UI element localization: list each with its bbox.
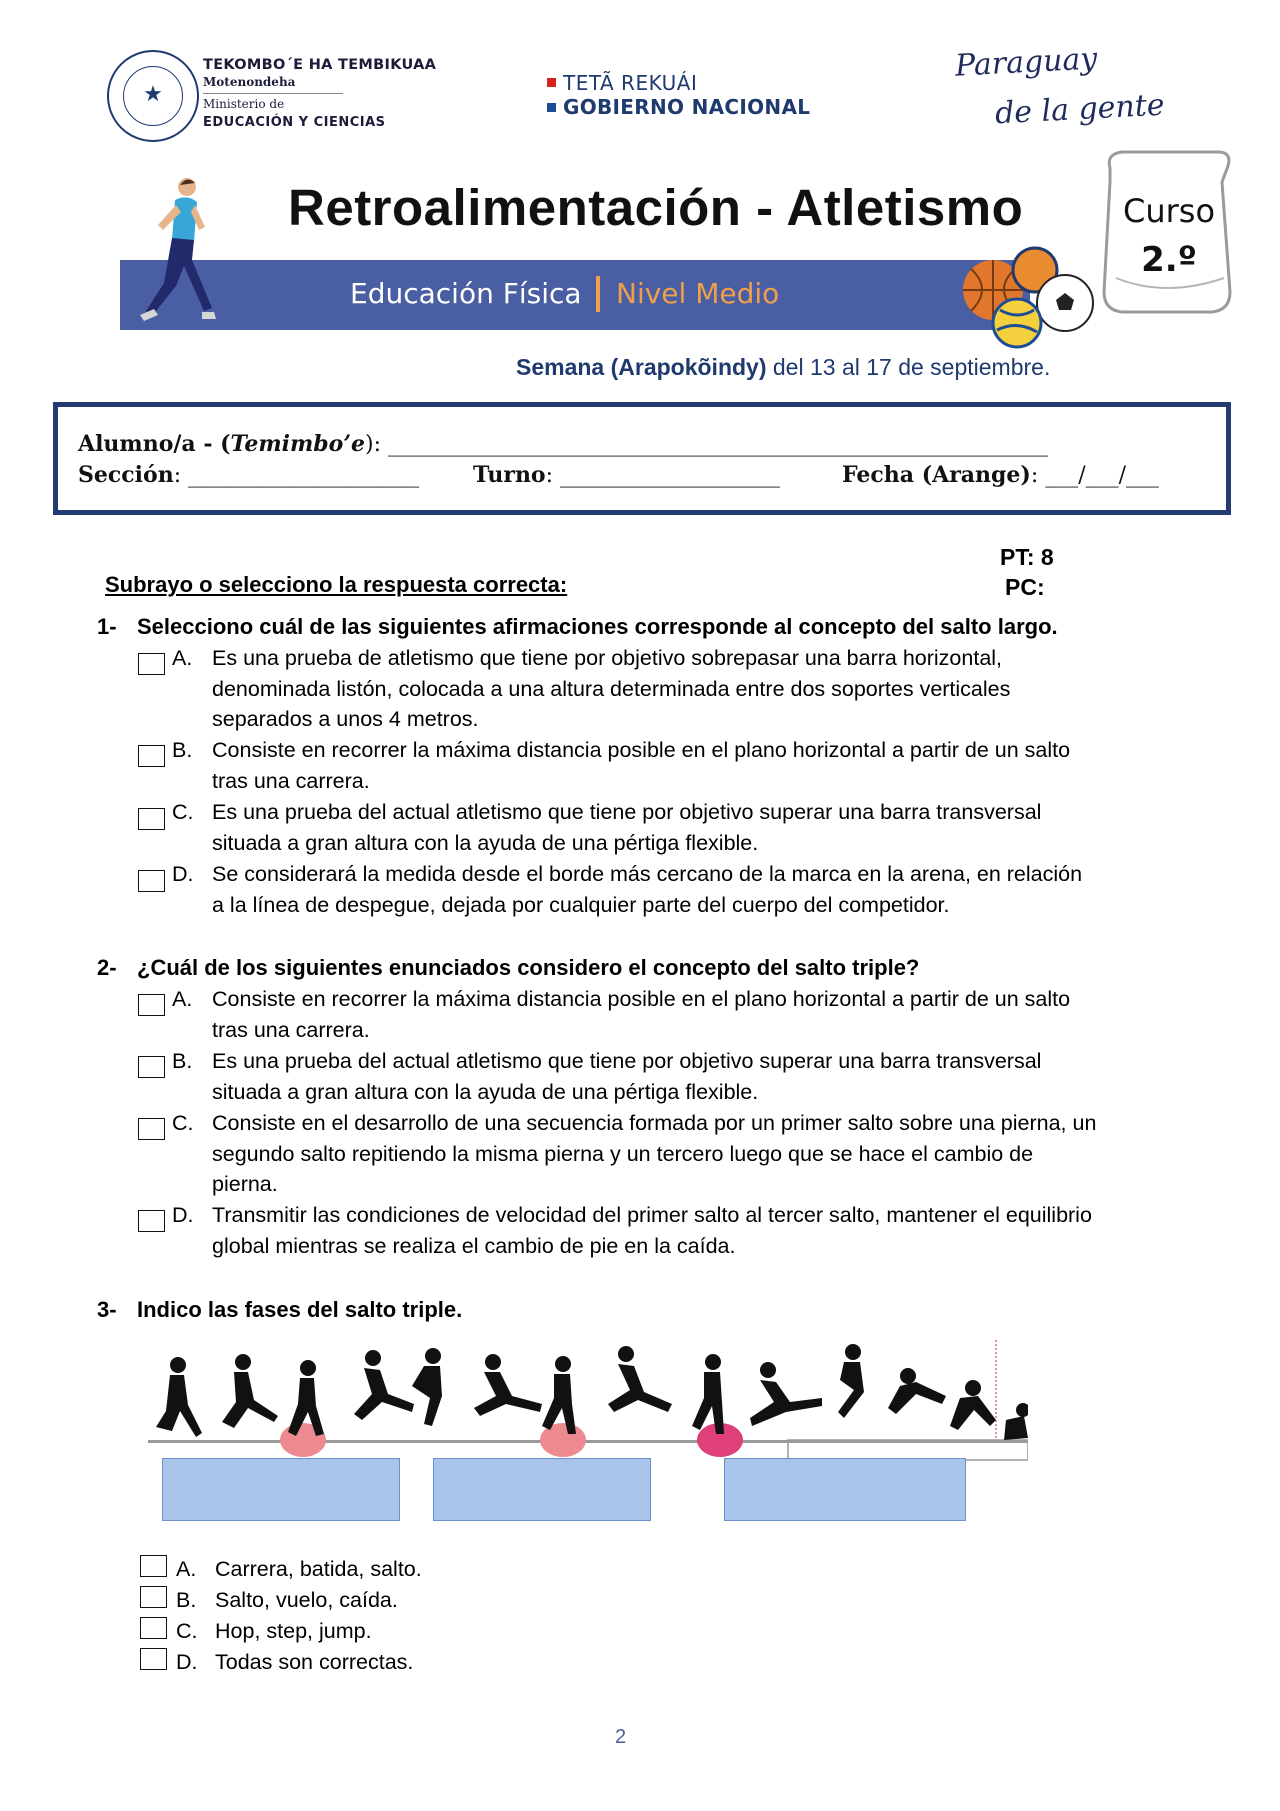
q3-option-c-checkbox[interactable] bbox=[140, 1617, 167, 1639]
shift-field[interactable] bbox=[473, 462, 780, 488]
q1-option-d-line: Se considerará la medida desde el borde más cercano de la marca en la arena, en relación bbox=[212, 862, 1083, 886]
q2-option-b bbox=[212, 1046, 1041, 1107]
q1-option-a bbox=[212, 643, 1010, 735]
q2-option-c-checkbox[interactable] bbox=[138, 1118, 165, 1140]
q1-option-c-checkbox[interactable] bbox=[138, 808, 165, 830]
q2-option-a-letter: A. bbox=[172, 987, 193, 1011]
slogan-line-1: Paraguay bbox=[954, 41, 1099, 84]
student-name-label-guarani: Temimbo’e bbox=[230, 431, 366, 457]
q1-option-c-line: situada a gran altura con la ayuda de una pértiga flexible. bbox=[212, 830, 759, 855]
q1-option-a-line: denominada listón, colocada a una altura determinada entre dos soportes verticales bbox=[212, 676, 1011, 701]
q2-option-b-line: situada a gran altura con la ayuda de una pértiga flexible. bbox=[212, 1079, 759, 1104]
q1-option-a-checkbox[interactable] bbox=[138, 653, 165, 675]
q3-option-b: Salto, vuelo, caída. bbox=[215, 1588, 398, 1612]
q3-number: 3- bbox=[97, 1297, 117, 1322]
student-info-box bbox=[53, 402, 1231, 515]
page-number: 2 bbox=[615, 1726, 627, 1748]
q2-text: ¿Cuál de los siguientes enunciados considero el concepto del salto triple? bbox=[137, 955, 920, 980]
q3-option-a-checkbox[interactable] bbox=[140, 1555, 167, 1577]
banner-level: Nivel Medio bbox=[616, 277, 780, 310]
banner-divider bbox=[596, 276, 600, 312]
week-dates bbox=[516, 354, 1050, 381]
q1-option-d bbox=[212, 859, 1082, 920]
q1-option-a-line: Es una prueba de atletismo que tiene por objetivo sobrepasar una barra horizontal, bbox=[212, 646, 1003, 670]
q3-option-b-checkbox[interactable] bbox=[140, 1586, 167, 1608]
q1-option-c-letter: C. bbox=[172, 800, 194, 824]
curso-value: 2.º bbox=[1141, 240, 1197, 280]
banner-subject: Educación Física bbox=[350, 277, 582, 310]
q2-option-a-line: tras una carrera. bbox=[212, 1017, 370, 1042]
gov-blue-square bbox=[547, 103, 556, 112]
q2-option-d-line: Transmitir las condiciones de velocidad del primer salto al tercer salto, mantener el equilibrio bbox=[212, 1203, 1092, 1227]
q2-option-c bbox=[212, 1108, 1096, 1200]
q2-option-a-line: Consiste en recorrer la máxima distancia posible en el plano horizontal a partir de un salto bbox=[212, 987, 1071, 1011]
total-points: PT: 8 bbox=[1000, 544, 1054, 570]
q3-option-d-letter: D. bbox=[176, 1650, 198, 1674]
shift-blank: : ____________________ bbox=[545, 463, 781, 488]
section-field[interactable] bbox=[78, 462, 419, 488]
q1-number: 1- bbox=[97, 614, 117, 639]
q1-text: Selecciono cuál de las siguientes afirmaciones corresponde al concepto del salto largo. bbox=[137, 614, 1058, 639]
student-name-label: Alumno/a - ( bbox=[78, 431, 231, 457]
curso-label: Curso bbox=[1122, 192, 1216, 230]
date-label: Fecha (Arange) bbox=[842, 462, 1031, 488]
q3-option-d-checkbox[interactable] bbox=[140, 1648, 167, 1670]
curso-paper-frame bbox=[1098, 148, 1240, 318]
phase-answer-box-1[interactable] bbox=[162, 1458, 400, 1521]
q3-option-c-letter: C. bbox=[176, 1619, 198, 1643]
q2-option-d-checkbox[interactable] bbox=[138, 1210, 165, 1232]
q1-option-c-line: Es una prueba del actual atletismo que tiene por objetivo superar una barra transversal bbox=[212, 800, 1042, 824]
q3-text: Indico las fases del salto triple. bbox=[137, 1297, 463, 1322]
q2-option-c-line: segundo salto repitiendo la misma pierna y un tercero luego que se hace el cambio de bbox=[212, 1141, 1034, 1166]
q2-option-d bbox=[212, 1200, 1092, 1261]
triple-jump-sequence-illustration bbox=[148, 1340, 1028, 1465]
q3-option-b-letter: B. bbox=[176, 1588, 197, 1612]
sports-balls-illustration bbox=[955, 245, 1095, 350]
gov-line-1: TETÃ REKUÁI bbox=[563, 71, 698, 95]
q1-option-c bbox=[212, 797, 1041, 858]
q1-option-d-checkbox[interactable] bbox=[138, 870, 165, 892]
q2-option-b-letter: B. bbox=[172, 1049, 193, 1073]
week-label: Semana (Arapokõindy) bbox=[516, 354, 767, 380]
q2-option-b-checkbox[interactable] bbox=[138, 1056, 165, 1078]
ministry-title: TEKOMBO´E HA TEMBIKUAA bbox=[203, 57, 437, 73]
q2-option-c-line: pierna. bbox=[212, 1172, 278, 1196]
ministry-name: EDUCACIÓN Y CIENCIAS bbox=[203, 115, 386, 130]
q1-option-b-letter: B. bbox=[172, 738, 193, 762]
q1-option-b-line: tras una carrera. bbox=[212, 768, 370, 793]
q1-option-b bbox=[212, 735, 1070, 796]
page-title: Retroalimentación - Atletismo bbox=[288, 179, 1024, 236]
runner-illustration bbox=[140, 175, 220, 325]
phase-answer-box-2[interactable] bbox=[433, 1458, 651, 1521]
q2-option-d-line: global mientras se realiza el cambio de pie en la caída. bbox=[212, 1233, 736, 1258]
q2-option-a bbox=[212, 984, 1070, 1045]
q1-option-a-line: separados a unos 4 metros. bbox=[212, 707, 479, 731]
ministry-subtitle: Motenondeha bbox=[203, 75, 296, 89]
ministry-divider bbox=[203, 93, 343, 94]
gov-line-2: GOBIERNO NACIONAL bbox=[563, 95, 811, 119]
q3-option-c: Hop, step, jump. bbox=[215, 1619, 372, 1643]
q2-number: 2- bbox=[97, 955, 117, 980]
q2-option-b-line: Es una prueba del actual atletismo que tiene por objetivo superar una barra transversal bbox=[212, 1049, 1042, 1073]
q1-option-d-line: a la línea de despegue, dejada por cualquier parte del cuerpo del competidor. bbox=[212, 892, 950, 917]
phase-answer-box-3[interactable] bbox=[724, 1458, 966, 1521]
student-name-blank: ): ____________________________________________________________ bbox=[365, 432, 1049, 457]
shift-label: Turno bbox=[473, 462, 546, 488]
date-blank: : ___/___/___ bbox=[1030, 463, 1160, 488]
q3-option-d: Todas son correctas. bbox=[215, 1650, 414, 1674]
q1-option-d-letter: D. bbox=[172, 862, 194, 886]
points-obtained: PC: bbox=[1005, 574, 1045, 600]
date-field[interactable] bbox=[842, 462, 1159, 488]
q2-option-a-checkbox[interactable] bbox=[138, 994, 165, 1016]
student-name-field[interactable] bbox=[78, 431, 1048, 457]
section-label: Sección bbox=[78, 462, 174, 488]
instruction-text: Subrayo o selecciono la respuesta correcta: bbox=[105, 572, 568, 597]
ministry-label: Ministerio de bbox=[203, 97, 285, 111]
q1-option-a-letter: A. bbox=[172, 646, 193, 670]
q3-option-a-letter: A. bbox=[176, 1557, 197, 1581]
gov-red-square bbox=[547, 78, 556, 87]
q1-option-b-checkbox[interactable] bbox=[138, 745, 165, 767]
q3-option-a: Carrera, batida, salto. bbox=[215, 1557, 422, 1581]
q2-option-c-line: Consiste en el desarrollo de una secuencia formada por un primer salto sobre una pierna, un bbox=[212, 1111, 1097, 1135]
q2-option-d-letter: D. bbox=[172, 1203, 194, 1227]
week-range: del 13 al 17 de septiembre. bbox=[766, 354, 1051, 380]
q1-option-b-line: Consiste en recorrer la máxima distancia posible en el plano horizontal a partir de un salto bbox=[212, 738, 1071, 762]
q2-option-c-letter: C. bbox=[172, 1111, 194, 1135]
ministry-seal-logo: ★ bbox=[107, 50, 199, 142]
slogan-line-2: de la gente bbox=[994, 87, 1166, 132]
section-blank: : _____________________ bbox=[173, 463, 420, 488]
